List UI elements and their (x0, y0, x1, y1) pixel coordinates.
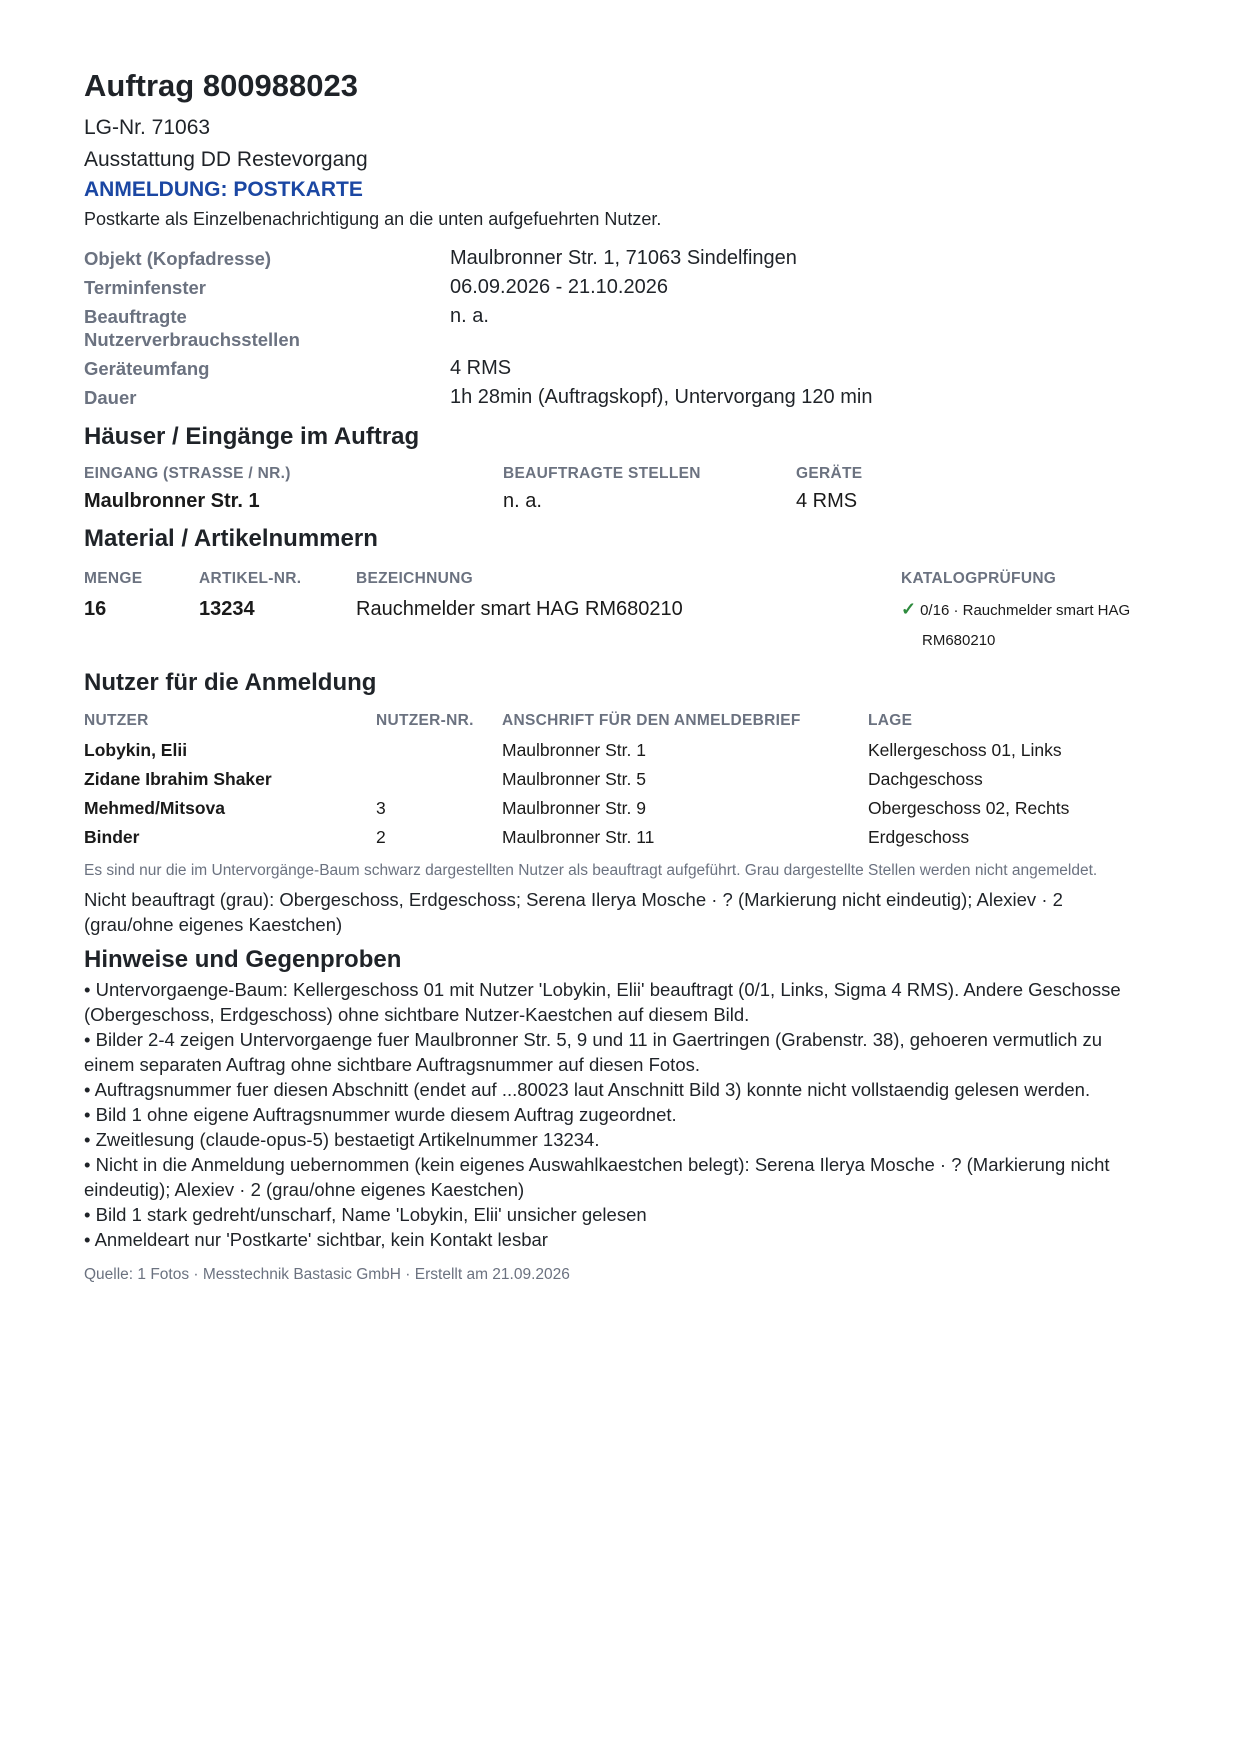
detail-key: Beauftragte Nutzerverbrauchsstellen (84, 306, 300, 350)
order-subtitle: Ausstattung DD Restevorgang (84, 148, 368, 171)
material-table (84, 566, 1157, 656)
column-header: GERÄTE (796, 465, 863, 482)
house-geraete: 4 RMS (796, 490, 858, 512)
not-assigned-text: Nicht beauftragt (grau): Obergeschoss, Erdgeschoss; Serena Ilerya Mosche · ? (Markierung nicht eindeutig); Alexiev · 2 (grau/ohne eigenes Kaestchen) (84, 889, 1063, 935)
column-header: LAGE (868, 712, 913, 729)
hint-item: • Anmeldeart nur 'Postkarte' sichtbar, kein Kontakt lesbar (84, 1229, 548, 1250)
column-header: EINGANG (STRASSE / NR.) (84, 465, 291, 482)
user-address: Maulbronner Str. 1 (502, 740, 646, 760)
house-entrance: Maulbronner Str. 1 (84, 490, 260, 512)
hint-item: • Bilder 2-4 zeigen Untervorgaenge fuer Maulbronner Str. 5, 9 und 11 in Gaertringen (Grabenstr. 38), gehoeren vermutlich zu einem separaten Auftrag ohne sichtbare Auftragsnummer auf diesen Fotos. (84, 1029, 1103, 1075)
column-header: NUTZER (84, 712, 149, 729)
user-name: Binder (84, 827, 140, 847)
hint-item: • Bild 1 stark gedreht/unscharf, Name 'Lobykin, Elii' unsicher gelesen (84, 1204, 647, 1225)
column-header: MENGE (84, 570, 143, 587)
user-name: Lobykin, Elii (84, 740, 188, 760)
user-location: Obergeschoss 02, Rechts (868, 798, 1070, 818)
detail-value: 1h 28min (Auftragskopf), Untervorgang 120 min (450, 386, 873, 408)
user-name: Zidane Ibrahim Shaker (84, 769, 272, 789)
column-header: ANSCHRIFT FÜR DEN ANMELDEBRIEF (502, 712, 801, 729)
users-note: Es sind nur die im Untervorgänge-Baum schwarz dargestellten Nutzer als beauftragt aufgeführt. Grau dargestellte Stellen werden nicht angemeldet. (84, 862, 1098, 879)
detail-value: Maulbronner Str. 1, 71063 Sindelfingen (450, 247, 797, 269)
users-heading: Nutzer für die Anmeldung (84, 669, 377, 696)
hint-item: • Auftragsnummer fuer diesen Abschnitt (endet auf ...80023 laut Anschnitt Bild 3) konnte nicht vollstaendig gelesen werden. (84, 1079, 1091, 1100)
users-table (84, 706, 1157, 852)
checkmark-icon: ✓ (901, 599, 917, 619)
houses-table (84, 462, 1157, 516)
user-number: 2 (376, 827, 386, 847)
user-number (376, 765, 502, 794)
detail-key: Objekt (Kopfadresse) (84, 248, 272, 269)
user-address: Maulbronner Str. 9 (502, 798, 646, 818)
column-header: BEZEICHNUNG (356, 570, 473, 587)
user-number (376, 736, 502, 765)
houses-heading: Häuser / Eingänge im Auftrag (84, 423, 420, 450)
source-footer: Quelle: 1 Fotos · Messtechnik Bastasic GmbH · Erstellt am 21.09.2026 (84, 1266, 570, 1283)
material-heading: Material / Artikelnummern (84, 525, 378, 552)
user-name: Mehmed/Mitsova (84, 798, 225, 818)
hints-list (84, 977, 1157, 1252)
user-address: Maulbronner Str. 11 (502, 827, 655, 847)
details-list (84, 244, 1157, 412)
detail-key: Terminfenster (84, 277, 206, 298)
hints-heading: Hinweise und Gegenproben (84, 946, 402, 973)
detail-key: Dauer (84, 387, 137, 408)
hint-item: • Bild 1 ohne eigene Auftragsnummer wurde diesem Auftrag zugeordnet. (84, 1104, 677, 1125)
user-location: Erdgeschoss (868, 827, 970, 847)
material-article-number: 13234 (199, 598, 255, 620)
catalog-check (901, 592, 1157, 656)
user-address: Maulbronner Str. 5 (502, 769, 646, 789)
hint-item: • Nicht in die Anmeldung uebernommen (kein eigenes Auswahlkaestchen belegt): Serena Ilerya Mosche · ? (Markierung nicht eindeutig); Alexiev · 2 (grau/ohne eigenes Kaestchen) (84, 1154, 1110, 1200)
hint-item: • Zweitlesung (claude-opus-5) bestaetigt Artikelnummer 13234. (84, 1129, 600, 1150)
notification-type-label: ANMELDUNG: POSTKARTE (84, 178, 363, 201)
intro-text: Postkarte als Einzelbenachrichtigung an die unten aufgefuehrten Nutzer. (84, 209, 662, 229)
catalog-check-line1: 0/16 · Rauchmelder smart HAG (920, 602, 1131, 619)
column-header: NUTZER-NR. (376, 712, 474, 729)
material-quantity: 16 (84, 598, 107, 620)
column-header: ARTIKEL-NR. (199, 570, 302, 587)
column-header: KATALOGPRÜFUNG (901, 570, 1057, 587)
user-number: 3 (376, 798, 386, 818)
detail-value: 06.09.2026 - 21.10.2026 (450, 276, 668, 298)
user-location: Kellergeschoss 01, Links (868, 740, 1062, 760)
material-description: Rauchmelder smart HAG RM680210 (356, 598, 683, 620)
detail-value: 4 RMS (450, 357, 512, 379)
lg-number: LG-Nr. 71063 (84, 116, 211, 139)
catalog-check-line2: RM680210 (922, 632, 996, 649)
house-stellen: n. a. (503, 490, 542, 512)
detail-key: Geräteumfang (84, 358, 210, 379)
user-location: Dachgeschoss (868, 769, 983, 789)
hint-item: • Untervorgaenge-Baum: Kellergeschoss 01 mit Nutzer 'Lobykin, Elii' beauftragt (0/1, Links, Sigma 4 RMS). Andere Geschosse (Obergeschoss, Erdgeschoss) ohne sichtbare Nutzer-Kaestchen auf diesem Bild. (84, 979, 1121, 1025)
detail-value: n. a. (450, 305, 489, 327)
column-header: BEAUFTRAGTE STELLEN (503, 465, 701, 482)
order-title: Auftrag 800988023 (84, 68, 358, 103)
